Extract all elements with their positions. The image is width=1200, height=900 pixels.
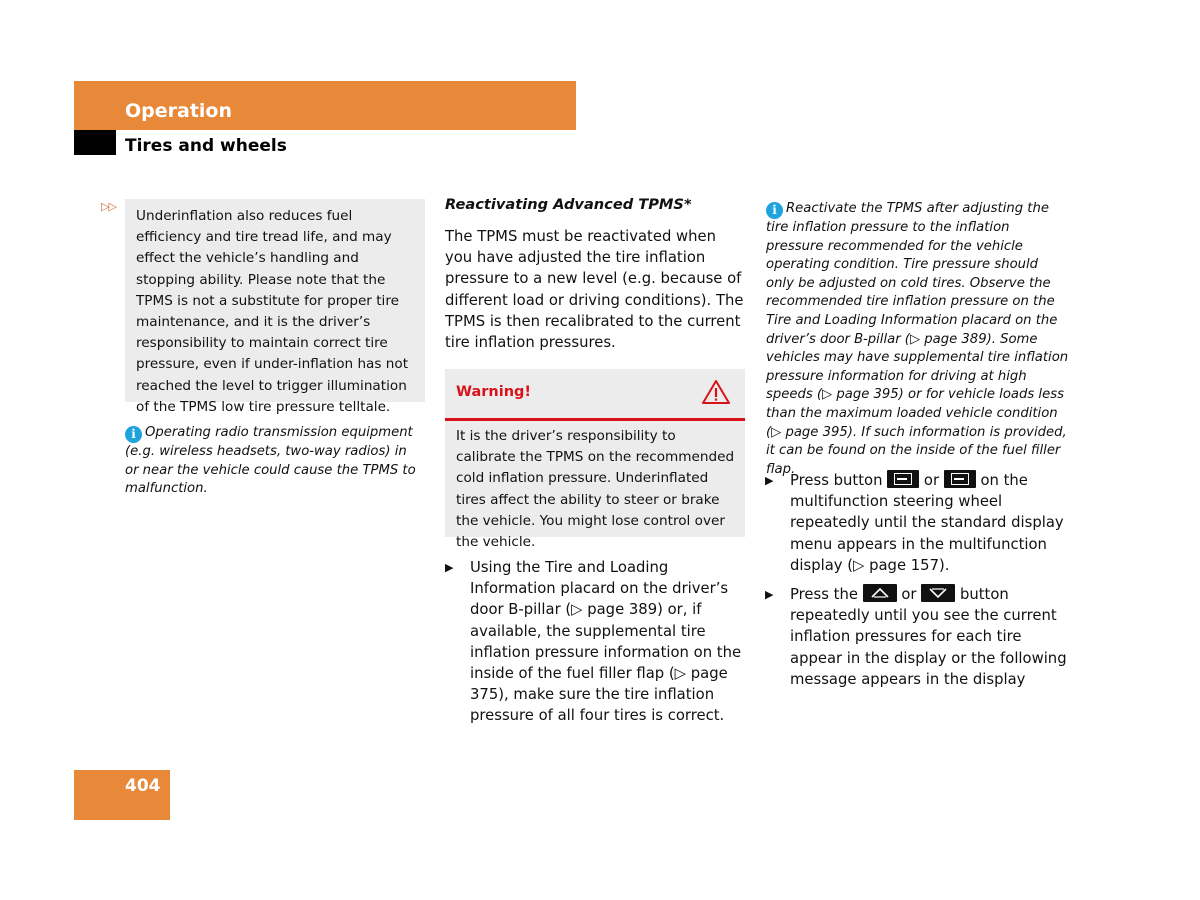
continuation-marker: ▷▷ [101, 200, 116, 213]
list-item-text: Using the Tire and Loading Information placard on the driver’s door B-pillar (▷ page 389) or, if available, the supplemental tire inflation pressure information on the inside of the fuel filler flap (▷ page 375), make sure the tire inflation pressure of all four tires is correct. [470, 559, 742, 725]
info-icon: i [766, 202, 783, 219]
list-item-text [790, 470, 1070, 576]
arrow-down-button-icon [921, 584, 955, 602]
bullet-arrow-icon: ▶ [765, 588, 774, 601]
step-text: or [901, 586, 917, 603]
info-icon: i [125, 426, 142, 443]
reactivate-note-text: Reactivate the TPMS after adjusting the tire inflation pressure to the inflation pressure recommended for the vehicle operating condition. Tire pressure should only be adjusted on cold tires. Observe the recommended tire inflation pressure on the Tire and Loading Information placard on the driver’s door B-pillar (▷ page 389). Some vehicles may have supplemental tire inflation pressure information for driving at high speeds (▷ page 395) or for vehicle loads less than the maximum loaded vehicle condition (▷ page 395). If such information is provided, it can be found on the inside of the fuel filler flap. [766, 201, 1069, 477]
info-box [125, 199, 425, 415]
radio-note-text: Operating radio transmission equipment (e.g. wireless headsets, two-way radios) in or near the vehicle could cause the TPMS to malfunction. [125, 425, 416, 497]
list-item-text [790, 584, 1070, 690]
section-heading: Reactivating Advanced TPMS* [445, 196, 692, 213]
step-text: Press the [790, 586, 858, 603]
warning-box [445, 369, 745, 551]
list-item [445, 557, 745, 727]
section-title: Operation [125, 100, 233, 122]
subsection-marker [74, 130, 116, 155]
warning-text: It is the driver’s responsibility to calibrate the TPMS on the recommended cold inflation pressure. Underinflated tires affect the ability to steer or brake the vehicle. You might lose control over the vehicle. [456, 428, 735, 551]
info-box-text: Underinflation also reduces fuel efficiency and tire tread life, and may effect the vehicle’s handling and stopping ability. Please note that the TPMS is not a substitute for proper tire maintenance, and it is the driver’s responsibility to maintain correct tire pressure, even if under-inflation has not reached the level to trigger illumination of the TPMS low tire pressure telltale. [136, 208, 409, 415]
page-number: 404 [125, 776, 161, 796]
step-text: Press button [790, 472, 883, 489]
warning-header [445, 369, 745, 421]
display-button-icon [887, 470, 919, 488]
reactivate-note [766, 200, 1070, 479]
arrow-up-button-icon [863, 584, 897, 602]
bullet-arrow-icon: ▶ [445, 561, 454, 574]
bullet-arrow-icon: ▶ [765, 474, 774, 487]
step-text: button repeatedly until you see the current inflation pressures for each tire appear in the display or the following message appears in the display [790, 586, 1067, 688]
display-button-icon [944, 470, 976, 488]
subsection-title: Tires and wheels [125, 136, 287, 156]
warning-title: Warning! [456, 384, 532, 400]
step-text: or [923, 472, 940, 489]
warning-triangle-icon [701, 379, 731, 409]
radio-note [125, 424, 420, 499]
step-text: on the multifunction steering wheel repeatedly until the standard display menu appears in the multifunction display (▷ page 157). [790, 472, 1064, 574]
list-item [765, 584, 1070, 690]
reactivation-paragraph: The TPMS must be reactivated when you have adjusted the tire inflation pressure to a new level (e.g. because of different load or driving conditions). The TPMS is then recalibrated to the current tire inflation pressures. [445, 228, 744, 352]
list-item [765, 470, 1070, 576]
